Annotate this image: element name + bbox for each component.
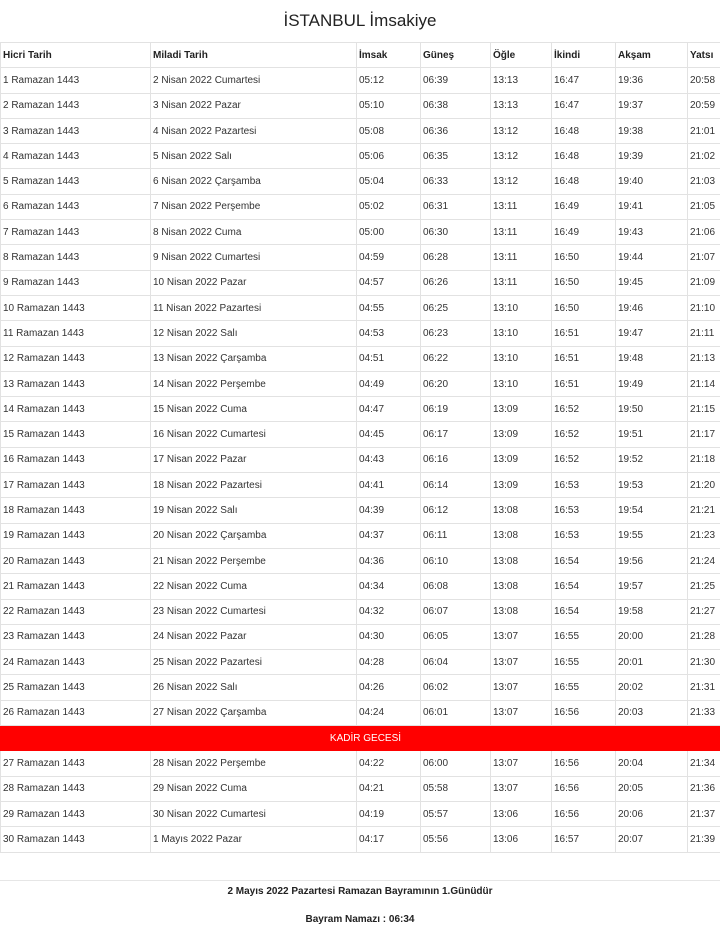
hicri-date-cell: 29 Ramazan 1443 [1, 801, 151, 826]
column-header-ikindi: İkindi [552, 43, 616, 68]
ikindi-cell: 16:53 [552, 473, 616, 498]
imsak-cell: 04:57 [357, 270, 421, 295]
hicri-date-cell: 10 Ramazan 1443 [1, 295, 151, 320]
imsak-cell: 04:28 [357, 650, 421, 675]
miladi-date-cell: 29 Nisan 2022 Cuma [151, 776, 357, 801]
yatsi-cell: 21:25 [688, 574, 720, 599]
table-row [1, 447, 720, 472]
aksam-cell: 19:54 [616, 498, 688, 523]
ogle-cell: 13:10 [491, 346, 552, 371]
table-row [1, 599, 720, 624]
yatsi-cell: 21:21 [688, 498, 720, 523]
hicri-date-cell: 17 Ramazan 1443 [1, 473, 151, 498]
ikindi-cell: 16:50 [552, 295, 616, 320]
miladi-date-cell: 25 Nisan 2022 Pazartesi [151, 650, 357, 675]
table-row [1, 144, 720, 169]
kadir-gecesi-label: KADİR GECESİ [1, 726, 720, 751]
gunes-cell: 06:01 [421, 700, 491, 725]
ogle-cell: 13:09 [491, 422, 552, 447]
gunes-cell: 06:07 [421, 599, 491, 624]
ikindi-cell: 16:52 [552, 397, 616, 422]
aksam-cell: 19:43 [616, 220, 688, 245]
hicri-date-cell: 13 Ramazan 1443 [1, 371, 151, 396]
ogle-cell: 13:10 [491, 321, 552, 346]
imsak-cell: 04:39 [357, 498, 421, 523]
miladi-date-cell: 12 Nisan 2022 Salı [151, 321, 357, 346]
ogle-cell: 13:08 [491, 599, 552, 624]
ikindi-cell: 16:54 [552, 574, 616, 599]
gunes-cell: 06:12 [421, 498, 491, 523]
table-row [1, 371, 720, 396]
gunes-cell: 06:14 [421, 473, 491, 498]
yatsi-cell: 21:28 [688, 624, 720, 649]
ikindi-cell: 16:56 [552, 700, 616, 725]
ogle-cell: 13:11 [491, 220, 552, 245]
hicri-date-cell: 27 Ramazan 1443 [1, 751, 151, 776]
ikindi-cell: 16:47 [552, 68, 616, 93]
table-row [1, 827, 720, 852]
imsakiye-table [0, 42, 720, 853]
imsak-cell: 05:00 [357, 220, 421, 245]
yatsi-cell: 21:36 [688, 776, 720, 801]
kadir-gecesi-row [1, 726, 720, 751]
table-row [1, 245, 720, 270]
gunes-cell: 05:58 [421, 776, 491, 801]
gunes-cell: 06:35 [421, 144, 491, 169]
imsak-cell: 04:55 [357, 295, 421, 320]
gunes-cell: 06:31 [421, 194, 491, 219]
bayram-namazi: Bayram Namazı : 06:34 [305, 914, 415, 925]
yatsi-cell: 20:59 [688, 93, 720, 118]
aksam-cell: 19:49 [616, 371, 688, 396]
ogle-cell: 13:09 [491, 473, 552, 498]
aksam-cell: 19:39 [616, 144, 688, 169]
hicri-date-cell: 7 Ramazan 1443 [1, 220, 151, 245]
gunes-cell: 06:10 [421, 548, 491, 573]
miladi-date-cell: 23 Nisan 2022 Cumartesi [151, 599, 357, 624]
imsak-cell: 04:37 [357, 523, 421, 548]
table-row [1, 498, 720, 523]
column-header-yatsi: Yatsı [688, 43, 720, 68]
yatsi-cell: 21:18 [688, 447, 720, 472]
yatsi-cell: 21:03 [688, 169, 720, 194]
ikindi-cell: 16:48 [552, 169, 616, 194]
aksam-cell: 19:52 [616, 447, 688, 472]
ogle-cell: 13:08 [491, 498, 552, 523]
aksam-cell: 20:03 [616, 700, 688, 725]
miladi-date-cell: 2 Nisan 2022 Cumartesi [151, 68, 357, 93]
ikindi-cell: 16:56 [552, 801, 616, 826]
hicri-date-cell: 20 Ramazan 1443 [1, 548, 151, 573]
hicri-date-cell: 1 Ramazan 1443 [1, 68, 151, 93]
hicri-date-cell: 22 Ramazan 1443 [1, 599, 151, 624]
table-row [1, 473, 720, 498]
yatsi-cell: 21:37 [688, 801, 720, 826]
column-header-miladi: Miladi Tarih [151, 43, 357, 68]
ikindi-cell: 16:48 [552, 144, 616, 169]
miladi-date-cell: 13 Nisan 2022 Çarşamba [151, 346, 357, 371]
column-header-imsak: İmsak [357, 43, 421, 68]
hicri-date-cell: 8 Ramazan 1443 [1, 245, 151, 270]
aksam-cell: 19:36 [616, 68, 688, 93]
bayram-info: 2 Mayıs 2022 Pazartesi Ramazan Bayramının 1.Günüdür [227, 886, 493, 897]
miladi-date-cell: 8 Nisan 2022 Cuma [151, 220, 357, 245]
gunes-cell: 06:02 [421, 675, 491, 700]
imsak-cell: 04:36 [357, 548, 421, 573]
ikindi-cell: 16:51 [552, 321, 616, 346]
table-row [1, 801, 720, 826]
miladi-date-cell: 3 Nisan 2022 Pazar [151, 93, 357, 118]
yatsi-cell: 21:39 [688, 827, 720, 852]
ikindi-cell: 16:49 [552, 194, 616, 219]
imsak-cell: 04:59 [357, 245, 421, 270]
aksam-cell: 20:07 [616, 827, 688, 852]
gunes-cell: 06:20 [421, 371, 491, 396]
hicri-date-cell: 26 Ramazan 1443 [1, 700, 151, 725]
miladi-date-cell: 9 Nisan 2022 Cumartesi [151, 245, 357, 270]
aksam-cell: 19:53 [616, 473, 688, 498]
miladi-date-cell: 1 Mayıs 2022 Pazar [151, 827, 357, 852]
ikindi-cell: 16:56 [552, 751, 616, 776]
ogle-cell: 13:09 [491, 447, 552, 472]
yatsi-cell: 21:14 [688, 371, 720, 396]
hicri-date-cell: 15 Ramazan 1443 [1, 422, 151, 447]
ogle-cell: 13:11 [491, 194, 552, 219]
ogle-cell: 13:07 [491, 751, 552, 776]
aksam-cell: 19:58 [616, 599, 688, 624]
table-row [1, 68, 720, 93]
ogle-cell: 13:07 [491, 776, 552, 801]
miladi-date-cell: 14 Nisan 2022 Perşembe [151, 371, 357, 396]
ogle-cell: 13:12 [491, 118, 552, 143]
gunes-cell: 05:56 [421, 827, 491, 852]
ikindi-cell: 16:50 [552, 270, 616, 295]
table-row [1, 776, 720, 801]
miladi-date-cell: 11 Nisan 2022 Pazartesi [151, 295, 357, 320]
ikindi-cell: 16:54 [552, 599, 616, 624]
imsak-cell: 04:45 [357, 422, 421, 447]
ikindi-cell: 16:52 [552, 447, 616, 472]
miladi-date-cell: 18 Nisan 2022 Pazartesi [151, 473, 357, 498]
imsak-cell: 05:02 [357, 194, 421, 219]
gunes-cell: 06:11 [421, 523, 491, 548]
aksam-cell: 20:05 [616, 776, 688, 801]
aksam-cell: 19:45 [616, 270, 688, 295]
gunes-cell: 06:25 [421, 295, 491, 320]
aksam-cell: 20:00 [616, 624, 688, 649]
gunes-cell: 06:30 [421, 220, 491, 245]
table-row [1, 523, 720, 548]
imsak-cell: 05:08 [357, 118, 421, 143]
aksam-cell: 20:02 [616, 675, 688, 700]
aksam-cell: 19:51 [616, 422, 688, 447]
ikindi-cell: 16:55 [552, 624, 616, 649]
imsak-cell: 05:04 [357, 169, 421, 194]
hicri-date-cell: 18 Ramazan 1443 [1, 498, 151, 523]
ogle-cell: 13:08 [491, 548, 552, 573]
yatsi-cell: 21:10 [688, 295, 720, 320]
miladi-date-cell: 7 Nisan 2022 Perşembe [151, 194, 357, 219]
ogle-cell: 13:09 [491, 397, 552, 422]
aksam-cell: 19:44 [616, 245, 688, 270]
hicri-date-cell: 3 Ramazan 1443 [1, 118, 151, 143]
hicri-date-cell: 30 Ramazan 1443 [1, 827, 151, 852]
ikindi-cell: 16:54 [552, 548, 616, 573]
imsak-cell: 04:19 [357, 801, 421, 826]
yatsi-cell: 21:30 [688, 650, 720, 675]
table-row [1, 422, 720, 447]
hicri-date-cell: 28 Ramazan 1443 [1, 776, 151, 801]
miladi-date-cell: 6 Nisan 2022 Çarşamba [151, 169, 357, 194]
ogle-cell: 13:07 [491, 650, 552, 675]
aksam-cell: 19:50 [616, 397, 688, 422]
imsak-cell: 05:12 [357, 68, 421, 93]
table-row [1, 118, 720, 143]
gunes-cell: 06:17 [421, 422, 491, 447]
aksam-cell: 19:48 [616, 346, 688, 371]
ikindi-cell: 16:50 [552, 245, 616, 270]
ogle-cell: 13:06 [491, 827, 552, 852]
table-row [1, 675, 720, 700]
miladi-date-cell: 28 Nisan 2022 Perşembe [151, 751, 357, 776]
gunes-cell: 06:23 [421, 321, 491, 346]
hicri-date-cell: 19 Ramazan 1443 [1, 523, 151, 548]
hicri-date-cell: 5 Ramazan 1443 [1, 169, 151, 194]
miladi-date-cell: 22 Nisan 2022 Cuma [151, 574, 357, 599]
aksam-cell: 19:38 [616, 118, 688, 143]
ogle-cell: 13:13 [491, 68, 552, 93]
imsak-cell: 05:06 [357, 144, 421, 169]
column-header-aksam: Akşam [616, 43, 688, 68]
table-row [1, 751, 720, 776]
ogle-cell: 13:06 [491, 801, 552, 826]
gunes-cell: 06:05 [421, 624, 491, 649]
aksam-cell: 20:01 [616, 650, 688, 675]
ogle-cell: 13:12 [491, 169, 552, 194]
yatsi-cell: 21:09 [688, 270, 720, 295]
gunes-cell: 06:04 [421, 650, 491, 675]
ikindi-cell: 16:51 [552, 346, 616, 371]
page-title: İSTANBUL İmsakiye [283, 11, 437, 30]
aksam-cell: 19:37 [616, 93, 688, 118]
aksam-cell: 20:04 [616, 751, 688, 776]
ogle-cell: 13:08 [491, 574, 552, 599]
imsak-cell: 05:10 [357, 93, 421, 118]
yatsi-cell: 20:58 [688, 68, 720, 93]
table-body [1, 68, 720, 852]
table-row [1, 548, 720, 573]
yatsi-cell: 21:13 [688, 346, 720, 371]
ikindi-cell: 16:55 [552, 675, 616, 700]
imsak-cell: 04:51 [357, 346, 421, 371]
ikindi-cell: 16:52 [552, 422, 616, 447]
ogle-cell: 13:11 [491, 245, 552, 270]
column-header-ogle: Öğle [491, 43, 552, 68]
hicri-date-cell: 14 Ramazan 1443 [1, 397, 151, 422]
hicri-date-cell: 11 Ramazan 1443 [1, 321, 151, 346]
hicri-date-cell: 25 Ramazan 1443 [1, 675, 151, 700]
aksam-cell: 19:55 [616, 523, 688, 548]
gunes-cell: 06:19 [421, 397, 491, 422]
hicri-date-cell: 21 Ramazan 1443 [1, 574, 151, 599]
imsak-cell: 04:43 [357, 447, 421, 472]
miladi-date-cell: 15 Nisan 2022 Cuma [151, 397, 357, 422]
yatsi-cell: 21:17 [688, 422, 720, 447]
table-row [1, 194, 720, 219]
ogle-cell: 13:10 [491, 371, 552, 396]
yatsi-cell: 21:11 [688, 321, 720, 346]
miladi-date-cell: 19 Nisan 2022 Salı [151, 498, 357, 523]
miladi-date-cell: 16 Nisan 2022 Cumartesi [151, 422, 357, 447]
gunes-cell: 06:16 [421, 447, 491, 472]
table-row [1, 270, 720, 295]
yatsi-cell: 21:06 [688, 220, 720, 245]
table-row [1, 650, 720, 675]
imsak-cell: 04:22 [357, 751, 421, 776]
table-row [1, 321, 720, 346]
imsak-cell: 04:53 [357, 321, 421, 346]
table-row [1, 220, 720, 245]
ikindi-cell: 16:51 [552, 371, 616, 396]
ogle-cell: 13:10 [491, 295, 552, 320]
footer-divider [0, 880, 720, 881]
yatsi-cell: 21:34 [688, 751, 720, 776]
aksam-cell: 19:40 [616, 169, 688, 194]
ikindi-cell: 16:57 [552, 827, 616, 852]
hicri-date-cell: 9 Ramazan 1443 [1, 270, 151, 295]
imsak-cell: 04:41 [357, 473, 421, 498]
yatsi-cell: 21:24 [688, 548, 720, 573]
miladi-date-cell: 26 Nisan 2022 Salı [151, 675, 357, 700]
ogle-cell: 13:13 [491, 93, 552, 118]
ogle-cell: 13:07 [491, 675, 552, 700]
aksam-cell: 19:57 [616, 574, 688, 599]
gunes-cell: 06:36 [421, 118, 491, 143]
yatsi-cell: 21:05 [688, 194, 720, 219]
miladi-date-cell: 10 Nisan 2022 Pazar [151, 270, 357, 295]
gunes-cell: 06:38 [421, 93, 491, 118]
hicri-date-cell: 6 Ramazan 1443 [1, 194, 151, 219]
table-row [1, 624, 720, 649]
yatsi-cell: 21:01 [688, 118, 720, 143]
aksam-cell: 19:47 [616, 321, 688, 346]
hicri-date-cell: 16 Ramazan 1443 [1, 447, 151, 472]
ikindi-cell: 16:55 [552, 650, 616, 675]
yatsi-cell: 21:20 [688, 473, 720, 498]
ikindi-cell: 16:53 [552, 523, 616, 548]
yatsi-cell: 21:23 [688, 523, 720, 548]
imsak-cell: 04:26 [357, 675, 421, 700]
imsak-cell: 04:17 [357, 827, 421, 852]
ogle-cell: 13:08 [491, 523, 552, 548]
miladi-date-cell: 5 Nisan 2022 Salı [151, 144, 357, 169]
miladi-date-cell: 30 Nisan 2022 Cumartesi [151, 801, 357, 826]
ikindi-cell: 16:48 [552, 118, 616, 143]
aksam-cell: 19:41 [616, 194, 688, 219]
gunes-cell: 06:28 [421, 245, 491, 270]
header-row [1, 43, 720, 68]
yatsi-cell: 21:27 [688, 599, 720, 624]
gunes-cell: 06:22 [421, 346, 491, 371]
miladi-date-cell: 20 Nisan 2022 Çarşamba [151, 523, 357, 548]
hicri-date-cell: 2 Ramazan 1443 [1, 93, 151, 118]
yatsi-cell: 21:33 [688, 700, 720, 725]
aksam-cell: 20:06 [616, 801, 688, 826]
hicri-date-cell: 4 Ramazan 1443 [1, 144, 151, 169]
miladi-date-cell: 24 Nisan 2022 Pazar [151, 624, 357, 649]
hicri-date-cell: 23 Ramazan 1443 [1, 624, 151, 649]
imsak-cell: 04:24 [357, 700, 421, 725]
table-row [1, 574, 720, 599]
gunes-cell: 06:33 [421, 169, 491, 194]
imsak-cell: 04:30 [357, 624, 421, 649]
yatsi-cell: 21:02 [688, 144, 720, 169]
table-row [1, 93, 720, 118]
miladi-date-cell: 27 Nisan 2022 Çarşamba [151, 700, 357, 725]
miladi-date-cell: 17 Nisan 2022 Pazar [151, 447, 357, 472]
ikindi-cell: 16:56 [552, 776, 616, 801]
imsak-cell: 04:47 [357, 397, 421, 422]
aksam-cell: 19:56 [616, 548, 688, 573]
gunes-cell: 06:39 [421, 68, 491, 93]
table-row [1, 397, 720, 422]
aksam-cell: 19:46 [616, 295, 688, 320]
ogle-cell: 13:11 [491, 270, 552, 295]
table-header [1, 43, 720, 68]
table-row [1, 700, 720, 725]
yatsi-cell: 21:07 [688, 245, 720, 270]
ikindi-cell: 16:53 [552, 498, 616, 523]
miladi-date-cell: 21 Nisan 2022 Perşembe [151, 548, 357, 573]
miladi-date-cell: 4 Nisan 2022 Pazartesi [151, 118, 357, 143]
column-header-hicri: Hicri Tarih [1, 43, 151, 68]
ogle-cell: 13:07 [491, 700, 552, 725]
table-row [1, 346, 720, 371]
hicri-date-cell: 24 Ramazan 1443 [1, 650, 151, 675]
hicri-date-cell: 12 Ramazan 1443 [1, 346, 151, 371]
column-header-gunes: Güneş [421, 43, 491, 68]
yatsi-cell: 21:31 [688, 675, 720, 700]
gunes-cell: 06:00 [421, 751, 491, 776]
ogle-cell: 13:12 [491, 144, 552, 169]
imsak-cell: 04:21 [357, 776, 421, 801]
gunes-cell: 06:08 [421, 574, 491, 599]
imsak-cell: 04:34 [357, 574, 421, 599]
ikindi-cell: 16:47 [552, 93, 616, 118]
imsak-cell: 04:49 [357, 371, 421, 396]
gunes-cell: 06:26 [421, 270, 491, 295]
ikindi-cell: 16:49 [552, 220, 616, 245]
table-row [1, 169, 720, 194]
yatsi-cell: 21:15 [688, 397, 720, 422]
imsak-cell: 04:32 [357, 599, 421, 624]
table-row [1, 295, 720, 320]
ogle-cell: 13:07 [491, 624, 552, 649]
gunes-cell: 05:57 [421, 801, 491, 826]
